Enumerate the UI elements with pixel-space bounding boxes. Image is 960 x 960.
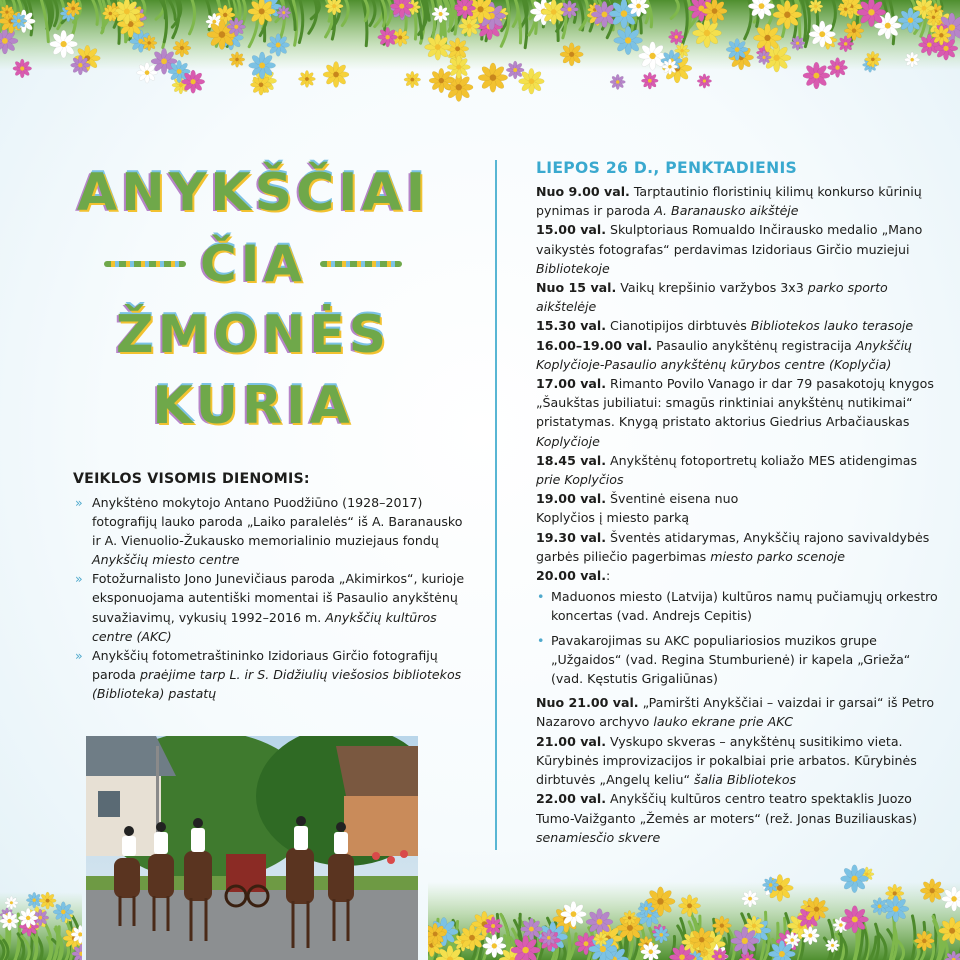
item-place: Anykščių miesto centre bbox=[92, 552, 240, 568]
schedule-event bbox=[536, 220, 941, 278]
poster-title bbox=[58, 158, 448, 442]
flower-icon bbox=[841, 906, 868, 933]
title-line-1: ANYKŠČIAI bbox=[76, 163, 430, 223]
flower-icon bbox=[920, 879, 944, 903]
day-heading: LIEPOS 26 D., PENKTADIENIS bbox=[536, 159, 798, 177]
flower-border-bottom-left bbox=[0, 872, 82, 960]
event-text: Tarptautinio floristinių kilimų konkurso kūrinių pynimas ir paroda bbox=[536, 184, 922, 219]
flower-icon bbox=[378, 27, 398, 47]
schedule-event bbox=[536, 489, 941, 527]
schedule-event bbox=[536, 182, 941, 220]
event-suffix: : bbox=[606, 568, 611, 584]
list-item bbox=[73, 646, 473, 703]
flower-icon bbox=[898, 8, 923, 33]
schedule-section bbox=[536, 157, 941, 847]
flower-icon bbox=[541, 930, 557, 946]
flower-icon bbox=[323, 62, 349, 88]
schedule-event bbox=[536, 732, 941, 790]
flower-icon bbox=[790, 36, 804, 50]
flower-border-top bbox=[0, 0, 960, 108]
flower-icon bbox=[102, 6, 118, 22]
flower-icon bbox=[753, 24, 781, 52]
flower-icon bbox=[425, 34, 451, 60]
event-20-sublist bbox=[536, 587, 941, 688]
daily-activities-section bbox=[73, 471, 473, 703]
flower-icon bbox=[904, 52, 920, 68]
flower-icon bbox=[404, 71, 421, 88]
flower-icon bbox=[227, 17, 246, 36]
schedule-event bbox=[536, 374, 941, 451]
title-line-4: KURIA bbox=[152, 376, 354, 436]
flower-icon bbox=[931, 25, 951, 45]
flower-icon bbox=[731, 927, 759, 955]
event-time: 17.00 val. bbox=[536, 376, 607, 392]
daily-activities-heading: VEIKLOS VISOMIS DIENOMIS: bbox=[73, 471, 310, 487]
event-time: 15.30 val. bbox=[536, 318, 607, 334]
flower-icon bbox=[249, 52, 276, 79]
flower-border-bottom-right-graphic bbox=[428, 862, 960, 960]
schedule-event bbox=[536, 336, 941, 374]
flower-icon bbox=[267, 34, 290, 57]
flower-icon bbox=[697, 74, 712, 89]
flower-icon bbox=[0, 5, 14, 20]
flower-icon bbox=[561, 901, 587, 927]
schedule-event bbox=[536, 789, 941, 847]
event-place: miesto parko scenoje bbox=[710, 548, 846, 564]
schedule-event bbox=[536, 528, 941, 566]
event-place: Bibliotekos lauko terasoje bbox=[750, 318, 914, 334]
flower-icon bbox=[883, 896, 909, 922]
flower-icon bbox=[662, 59, 678, 75]
event-place: Koplyčioje bbox=[536, 433, 600, 449]
schedule-event bbox=[536, 693, 941, 731]
event-place: šalia Bibliotekos bbox=[694, 772, 797, 788]
flower-icon bbox=[11, 13, 27, 29]
flower-icon bbox=[805, 897, 829, 921]
list-item: • Pavakarojimas su AKC populiariosios muzikos grupe „Užgaidos“ (vad. Regina Stumburienė) ir kapela „Grieža“ (vad. Kęstutis Grigaliūnas) bbox=[536, 631, 941, 689]
flower-icon bbox=[13, 59, 32, 78]
flower-icon bbox=[641, 72, 658, 89]
flower-icon bbox=[141, 35, 157, 51]
flower-icon bbox=[71, 55, 91, 75]
event-time: 15.00 val. bbox=[536, 222, 607, 238]
event-time: 16.00–19.00 val. bbox=[536, 337, 653, 353]
event-text: Vaikų krepšinio varžybos 3x3 bbox=[616, 280, 808, 296]
flower-icon bbox=[838, 1, 854, 17]
list-item bbox=[73, 493, 473, 569]
flower-icon bbox=[18, 908, 38, 928]
schedule-event bbox=[536, 278, 941, 316]
flower-icon bbox=[560, 43, 583, 66]
schedule-event bbox=[536, 451, 941, 489]
flower-icon bbox=[803, 62, 830, 89]
flower-icon bbox=[593, 932, 608, 947]
flower-icon bbox=[447, 56, 470, 79]
flower-icon bbox=[173, 39, 191, 57]
flower-icon bbox=[825, 938, 839, 952]
event-text: Skulptoriaus Romualdo Inčirausko medalio „Mano vaikystės fotografas“ perdavimas Izidoriaus Girčio muziejui bbox=[536, 222, 923, 257]
event-place: A. Baranausko aikštėje bbox=[654, 203, 799, 219]
flower-icon bbox=[277, 6, 291, 20]
flower-icon bbox=[653, 927, 670, 944]
flower-icon bbox=[50, 30, 78, 58]
schedule-event bbox=[536, 316, 941, 335]
event-time: Nuo 9.00 val. bbox=[536, 184, 630, 199]
flower-icon bbox=[484, 917, 503, 936]
title-line-2: ČIA bbox=[58, 229, 448, 300]
schedule-event-20 bbox=[536, 566, 941, 585]
flower-icon bbox=[560, 0, 578, 18]
event-time: 19.00 val. bbox=[536, 491, 607, 507]
flower-icon bbox=[757, 50, 772, 65]
flower-icon bbox=[248, 0, 276, 25]
list-item: • Maduonos miesto (Latvija) kultūros namų pučiamųjų orkestro koncertas (vad. Andrejs Cepitis) bbox=[536, 587, 941, 625]
event-time: Nuo 21.00 val. bbox=[536, 695, 639, 711]
parade-photo-graphic bbox=[86, 736, 418, 960]
title-line-3: ŽMONĖS bbox=[115, 305, 391, 365]
flower-icon bbox=[614, 26, 643, 55]
flower-icon bbox=[622, 910, 637, 925]
event-time: 18.45 val. bbox=[536, 452, 607, 468]
flower-icon bbox=[808, 0, 822, 14]
event-time: 19.30 val. bbox=[536, 529, 607, 545]
item-text: Fotožurnalisto Jono Junevičiaus paroda „Akimirkos“, kurioje eksponuojama autentiški momentai iš Pasaulio anykštėnų suvažiavimų, vykusių 1992–2016 m. bbox=[92, 571, 465, 625]
event-text: „Pamiršti Anykščiai – vaizdai ir garsai“ iš Petro Nazarovo archyvo bbox=[536, 695, 935, 730]
event-text: Cianotipijos dirbtuvės bbox=[606, 318, 751, 334]
event-text: Vyskupo skveras – anykštėnų susitikimo vieta. Kūrybinės improvizacijos ir pokalbiai prie arbatos. Kūrybinės dirbtuvės „Angelų keliu“ bbox=[536, 733, 917, 788]
column-divider bbox=[495, 160, 497, 850]
flower-icon bbox=[641, 942, 661, 960]
flower-icon bbox=[137, 62, 158, 83]
event-text: Pasaulio anykštėnų registracija bbox=[652, 337, 856, 353]
flower-icon bbox=[669, 29, 685, 45]
flower-icon bbox=[429, 68, 454, 93]
flower-icon bbox=[702, 0, 727, 24]
flower-icon bbox=[478, 63, 507, 92]
event-place: senamiesčio skvere bbox=[536, 829, 661, 845]
flower-icon bbox=[5, 896, 19, 910]
event-place: Anykščių Koplyčioje-Pasaulio anykštėnų kūrybos centre (Koplyčia) bbox=[536, 337, 913, 372]
event-text: Anykštėnų fotoportretų koliažo MES atidengimas bbox=[606, 452, 918, 468]
flower-icon bbox=[65, 0, 82, 17]
flower-icon bbox=[610, 74, 625, 89]
flower-icon bbox=[458, 15, 480, 37]
flower-icon bbox=[432, 5, 450, 23]
flower-icon bbox=[506, 61, 524, 79]
event-place: lauko ekrane prie AKC bbox=[653, 714, 793, 730]
flower-border-top-graphic bbox=[0, 0, 960, 108]
flower-icon bbox=[726, 39, 748, 61]
flower-icon bbox=[762, 877, 778, 893]
flower-icon bbox=[482, 934, 506, 958]
list-item bbox=[73, 569, 473, 645]
flower-icon bbox=[181, 70, 204, 93]
flower-border-bottom-right bbox=[428, 862, 960, 960]
flower-icon bbox=[454, 0, 475, 19]
event-text: Rimanto Povilo Vanago ir dar 79 pasakotojų knygos „Šaukštas jubiliatui: smagūs rinktiniai anykštėnų nutikimai“ pristatymas. Knygą pristato aktorius Giedrius Arbačiauskas bbox=[536, 376, 934, 430]
flower-icon bbox=[39, 892, 56, 909]
flower-icon bbox=[638, 901, 654, 917]
flower-icon bbox=[871, 897, 889, 915]
item-place: praėjime tarp L. ir S. Didžiulių viešosios bibliotekos (Biblioteka) pastatų bbox=[92, 666, 462, 701]
event-text: Anykščių kultūros centro teatro spektaklis Juozo Tumo-Vaižganto „Žemės ar moters“ (rež. Jonas Buziliauskas) bbox=[536, 791, 917, 826]
flower-border-bottom-left-graphic bbox=[0, 872, 82, 960]
flower-icon bbox=[841, 865, 869, 893]
event-place: prie Koplyčios bbox=[536, 472, 624, 488]
flower-icon bbox=[741, 890, 758, 907]
flower-icon bbox=[827, 58, 847, 78]
flower-icon bbox=[53, 902, 73, 922]
flower-icon bbox=[229, 52, 245, 68]
event-time: Nuo 15 val. bbox=[536, 280, 617, 296]
flower-icon bbox=[844, 21, 864, 41]
flower-icon bbox=[519, 68, 545, 94]
parade-photo bbox=[86, 736, 418, 960]
daily-activities-list bbox=[73, 493, 473, 703]
flower-icon bbox=[678, 895, 700, 917]
flower-icon bbox=[586, 908, 613, 935]
flower-icon bbox=[801, 926, 820, 945]
item-text: Anykščių fotometraštininko Izidoriaus Girčio fotografijų paroda bbox=[92, 647, 438, 682]
event-time: 20.00 val. bbox=[536, 568, 607, 584]
event-text: Šventinė eisena nuo Koplyčios į miesto parką bbox=[536, 491, 739, 526]
flower-icon bbox=[692, 18, 721, 47]
event-time: 22.00 val. bbox=[536, 791, 607, 807]
flower-icon bbox=[298, 70, 315, 87]
item-text: Anykštėno mokytojo Antano Puodžiūno (1928–2017) fotografijų lauko paroda „Laiko paralelės“ iš A. Baranausko ir A. Vienuolio-Žukausko memorialinio muziejaus fondų bbox=[92, 495, 463, 549]
flower-icon bbox=[690, 928, 714, 952]
event-text: Šventės atidarymas, Anykščių rajono savivaldybės garbės piliečio pagerbimas bbox=[536, 529, 930, 564]
flower-icon bbox=[865, 51, 881, 67]
flower-icon bbox=[838, 36, 854, 52]
flower-icon bbox=[809, 21, 836, 48]
event-place: Bibliotekoje bbox=[536, 260, 610, 276]
event-place: parko sporto aikštelėje bbox=[536, 280, 888, 315]
flower-icon bbox=[712, 916, 731, 935]
flower-icon bbox=[0, 911, 19, 930]
flower-icon bbox=[914, 931, 934, 951]
flower-icon bbox=[459, 925, 485, 951]
item-place: Anykščių kultūros centre (AKC) bbox=[92, 609, 437, 644]
flower-icon bbox=[926, 9, 942, 25]
flower-icon bbox=[773, 0, 802, 29]
event-time: 21.00 val. bbox=[536, 733, 607, 749]
flower-icon bbox=[857, 0, 886, 27]
